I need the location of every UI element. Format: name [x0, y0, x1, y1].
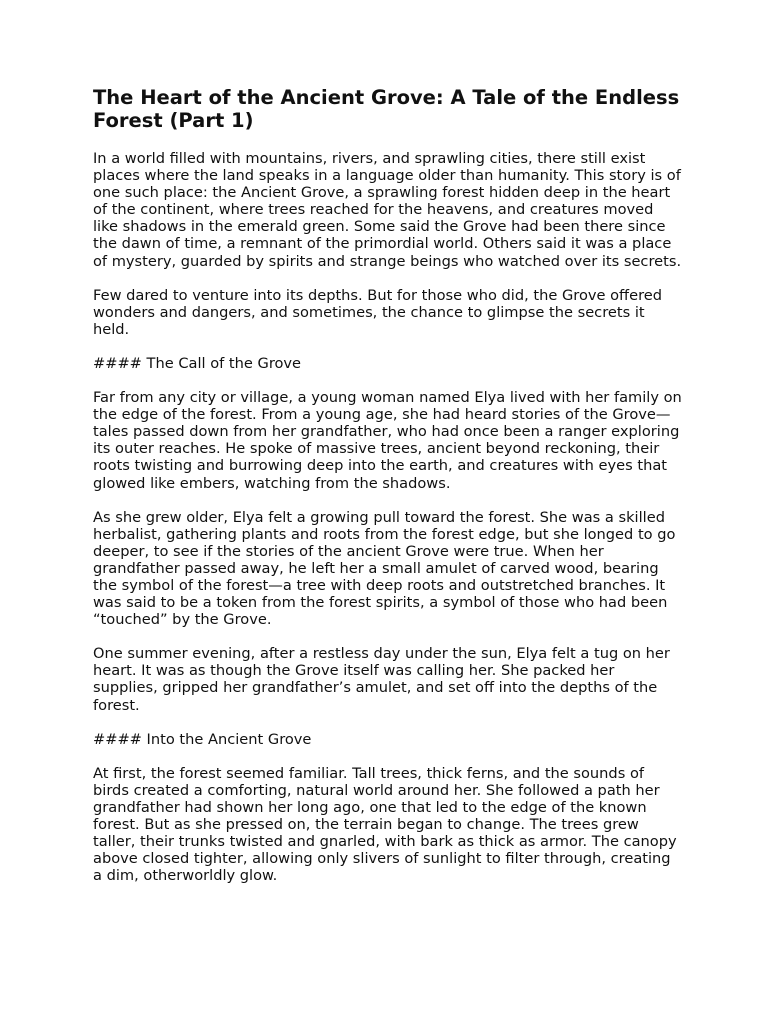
document-title: The Heart of the Ancient Grove: A Tale of the Endless Forest (Part 1) [93, 86, 680, 132]
paragraph-few-dared: Few dared to venture into its depths. But for those who did, the Grove offered wonders and dangers, and sometimes, the chance to glimpse the secrets it held. [93, 286, 663, 338]
document-page [93, 86, 683, 901]
paragraph-elya-family: Far from any city or village, a young woman named Elya lived with her family on the edge of the forest. From a young age, she had heard stories of the Grove—tales passed down from her grandfather, who had once been a ranger exploring its outer reaches. He spoke of massive trees, ancient beyond reckoning, their roots twisting and burrowing deep into the earth, and creatures with eyes that glowed like embers, watching from the shadows. [93, 389, 682, 492]
section-heading-into-grove: #### Into the Ancient Grove [93, 730, 312, 748]
paragraph-growing-pull: As she grew older, Elya felt a growing pull toward the forest. She was a skilled herbalist, gathering plants and roots from the forest edge, but she longed to go deeper, to see if the stories of the ancient Grove were true. When her grandfather passed away, he left her a small amulet of carved wood, bearing the symbol of the forest—a tree with deep roots and outstretched branches. It was said to be a token from the forest spirits, a symbol of those who had been “touched” by the Grove. [93, 508, 676, 629]
section-heading-call-of-grove: #### The Call of the Grove [93, 354, 302, 372]
paragraph-forest-familiar: At first, the forest seemed familiar. Tall trees, thick ferns, and the sounds of birds created a comforting, natural world around her. She followed a path her grandfather had shown her long ago, one that led to the edge of the known forest. But as she pressed on, the terrain began to change. The trees grew taller, their trunks twisted and gnarled, with bark as thick as armor. The canopy above closed tighter, allowing only slivers of sunlight to filter through, creating a dim, otherworldly glow. [93, 764, 677, 885]
paragraph-intro: In a world filled with mountains, rivers, and sprawling cities, there still exist places where the land speaks in a language older than humanity. This story is of one such place: the Ancient Grove, a sprawling forest hidden deep in the heart of the continent, where trees reached for the heavens, and creatures moved like shadows in the emerald green. Some said the Grove had been there since the dawn of time, a remnant of the primordial world. Others said it was a place of mystery, guarded by spirits and strange beings who watched over its secrets. [93, 150, 682, 270]
paragraph-summer-evening: One summer evening, after a restless day under the sun, Elya felt a tug on her heart. It was as though the Grove itself was calling her. She packed her supplies, gripped her grandfather’s amulet, and set off into the depths of the forest. [93, 645, 670, 714]
